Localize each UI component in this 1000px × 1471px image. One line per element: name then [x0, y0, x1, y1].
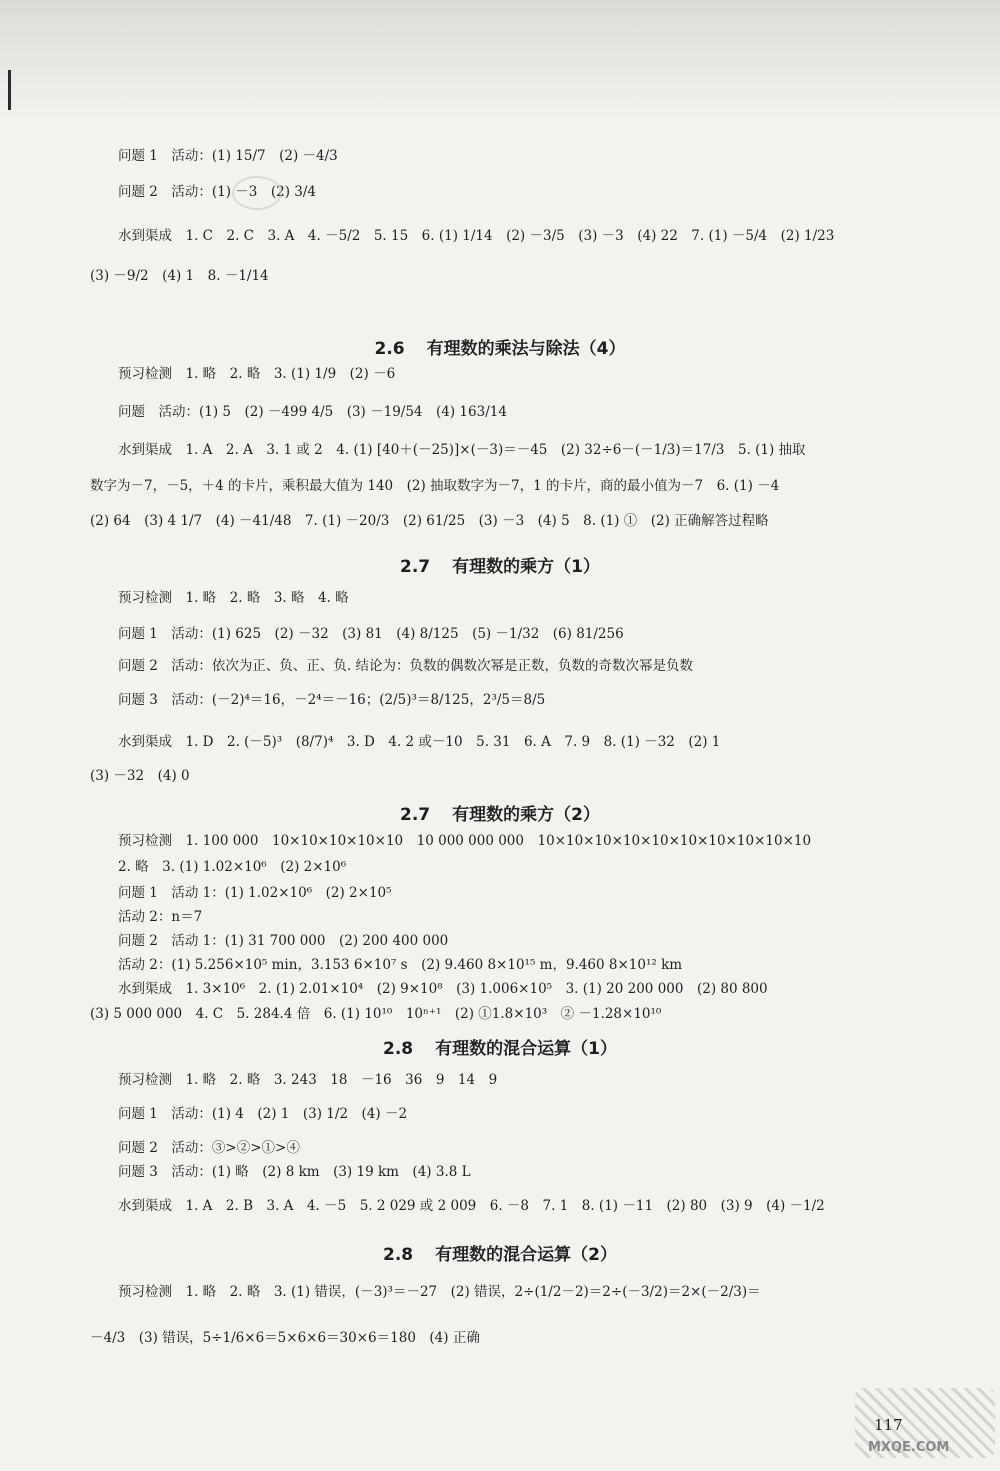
- line-12: 预习检测 1. 略 2. 略 3. 略 4. 略: [118, 590, 349, 606]
- line-32: 水到渠成 1. A 2. B 3. A 4. －5 5. 2 029 或 2 009 6. －8 7. 1 8. (1) －11 (2) 80 (3) 9 (4) －1/2: [118, 1198, 825, 1214]
- line-29: 问题 1 活动：(1) 4 (2) 1 (3) 1/2 (4) －2: [118, 1106, 408, 1122]
- line-6: 预习检测 1. 略 2. 略 3. (1) 1/9 (2) －6: [118, 366, 396, 382]
- line-7: 问题 活动：(1) 5 (2) －499 4/5 (3) －19/54 (4) 163/14: [118, 404, 507, 420]
- line-22: 活动 2：n＝7: [118, 909, 203, 925]
- section-heading-2-8-2: 2.8 有理数的混合运算（2）: [383, 1245, 617, 1265]
- line-21: 问题 1 活动 1：(1) 1.02×10⁶ (2) 2×10⁵: [118, 885, 392, 901]
- line-26: (3) 5 000 000 4. C 5. 284.4 倍 6. (1) 10¹⁰ 10ⁿ⁺¹ (2) ①1.8×10³ ② －1.28×10¹⁰: [90, 1006, 662, 1022]
- watermark-text: MXQE.COM: [868, 1440, 950, 1455]
- line-17: (3) －32 (4) 0: [90, 768, 190, 784]
- line-15: 问题 3 活动：(－2)⁴＝16，－2⁴＝－16；(2/5)³＝8/125，2³/5＝8/5: [118, 692, 546, 708]
- line-10: (2) 64 (3) 4 1/7 (4) －41/48 7. (1) －20/3 (2) 61/25 (3) －3 (4) 5 8. (1) ① (2) 正确解答过程略: [90, 513, 769, 529]
- line-23: 问题 2 活动 1：(1) 31 700 000 (2) 200 400 000: [118, 933, 449, 949]
- line-34: 预习检测 1. 略 2. 略 3. (1) 错误，(－3)³＝－27 (2) 错误，2÷(1/2－2)＝2÷(－3/2)＝2×(－2/3)＝: [118, 1284, 761, 1300]
- line-35: －4/3 (3) 错误，5÷1/6×6＝5×6×6＝30×6＝180 (4) 正确: [90, 1330, 480, 1346]
- line-24: 活动 2：(1) 5.256×10⁵ min，3.153 6×10⁷ s (2) 9.460 8×10¹⁵ m，9.460 8×10¹² km: [118, 957, 683, 973]
- line-28: 预习检测 1. 略 2. 略 3. 243 18 －16 36 9 14 9: [118, 1072, 498, 1088]
- faded-stamp: [232, 176, 282, 210]
- section-heading-2-8-1: 2.8 有理数的混合运算（1）: [383, 1039, 617, 1059]
- page-number: 117: [874, 1416, 903, 1434]
- line-13: 问题 1 活动：(1) 625 (2) －32 (3) 81 (4) 8/125 (5) －1/32 (6) 81/256: [118, 626, 624, 642]
- line-16: 水到渠成 1. D 2. (－5)³ (8/7)⁴ 3. D 4. 2 或－10 5. 31 6. A 7. 9 8. (1) －32 (2) 1: [118, 734, 721, 750]
- scan-edge-mark: [8, 70, 11, 110]
- line-1: 问题 1 活动：(1) 15/7 (2) －4/3: [118, 148, 338, 164]
- section-heading-2-7-1: 2.7 有理数的乘方（1）: [400, 557, 600, 577]
- line-3: 水到渠成 1. C 2. C 3. A 4. －5/2 5. 15 6. (1) 1/14 (2) －3/5 (3) －3 (4) 22 7. (1) －5/4 (2) 1/23: [118, 228, 835, 244]
- line-8: 水到渠成 1. A 2. A 3. 1 或 2 4. (1) [40＋(－25)]×(－3)＝－45 (2) 32÷6－(－1/3)＝17/3 5. (1) 抽取: [118, 442, 806, 458]
- line-25: 水到渠成 1. 3×10⁶ 2. (1) 2.01×10⁴ (2) 9×10⁸ (3) 1.006×10⁵ 3. (1) 20 200 000 (2) 80 800: [118, 981, 768, 997]
- scan-shadow: [0, 0, 1000, 120]
- line-9: 数字为－7，－5，＋4 的卡片，乘积最大值为 140 (2) 抽取数字为－7，1 的卡片，商的最小值为－7 6. (1) －4: [90, 478, 780, 494]
- line-20: 2. 略 3. (1) 1.02×10⁶ (2) 2×10⁶: [118, 859, 347, 875]
- line-4: (3) －9/2 (4) 1 8. －1/14: [90, 268, 269, 284]
- section-heading-2-6-4: 2.6 有理数的乘法与除法（4）: [374, 339, 626, 359]
- line-14: 问题 2 活动：依次为正、负、正、负. 结论为：负数的偶数次幂是正数，负数的奇数次幂是负数: [118, 658, 693, 674]
- line-31: 问题 3 活动：(1) 略 (2) 8 km (3) 19 km (4) 3.8 L: [118, 1164, 471, 1180]
- line-2: 问题 2 活动：(1) －3 (2) 3/4: [118, 184, 317, 200]
- section-heading-2-7-2: 2.7 有理数的乘方（2）: [400, 805, 600, 825]
- line-30: 问题 2 活动：③>②>①>④: [118, 1140, 300, 1156]
- line-19: 预习检测 1. 100 000 10×10×10×10×10 10 000 000 000 10×10×10×10×10×10×10×10×10×10: [118, 833, 812, 849]
